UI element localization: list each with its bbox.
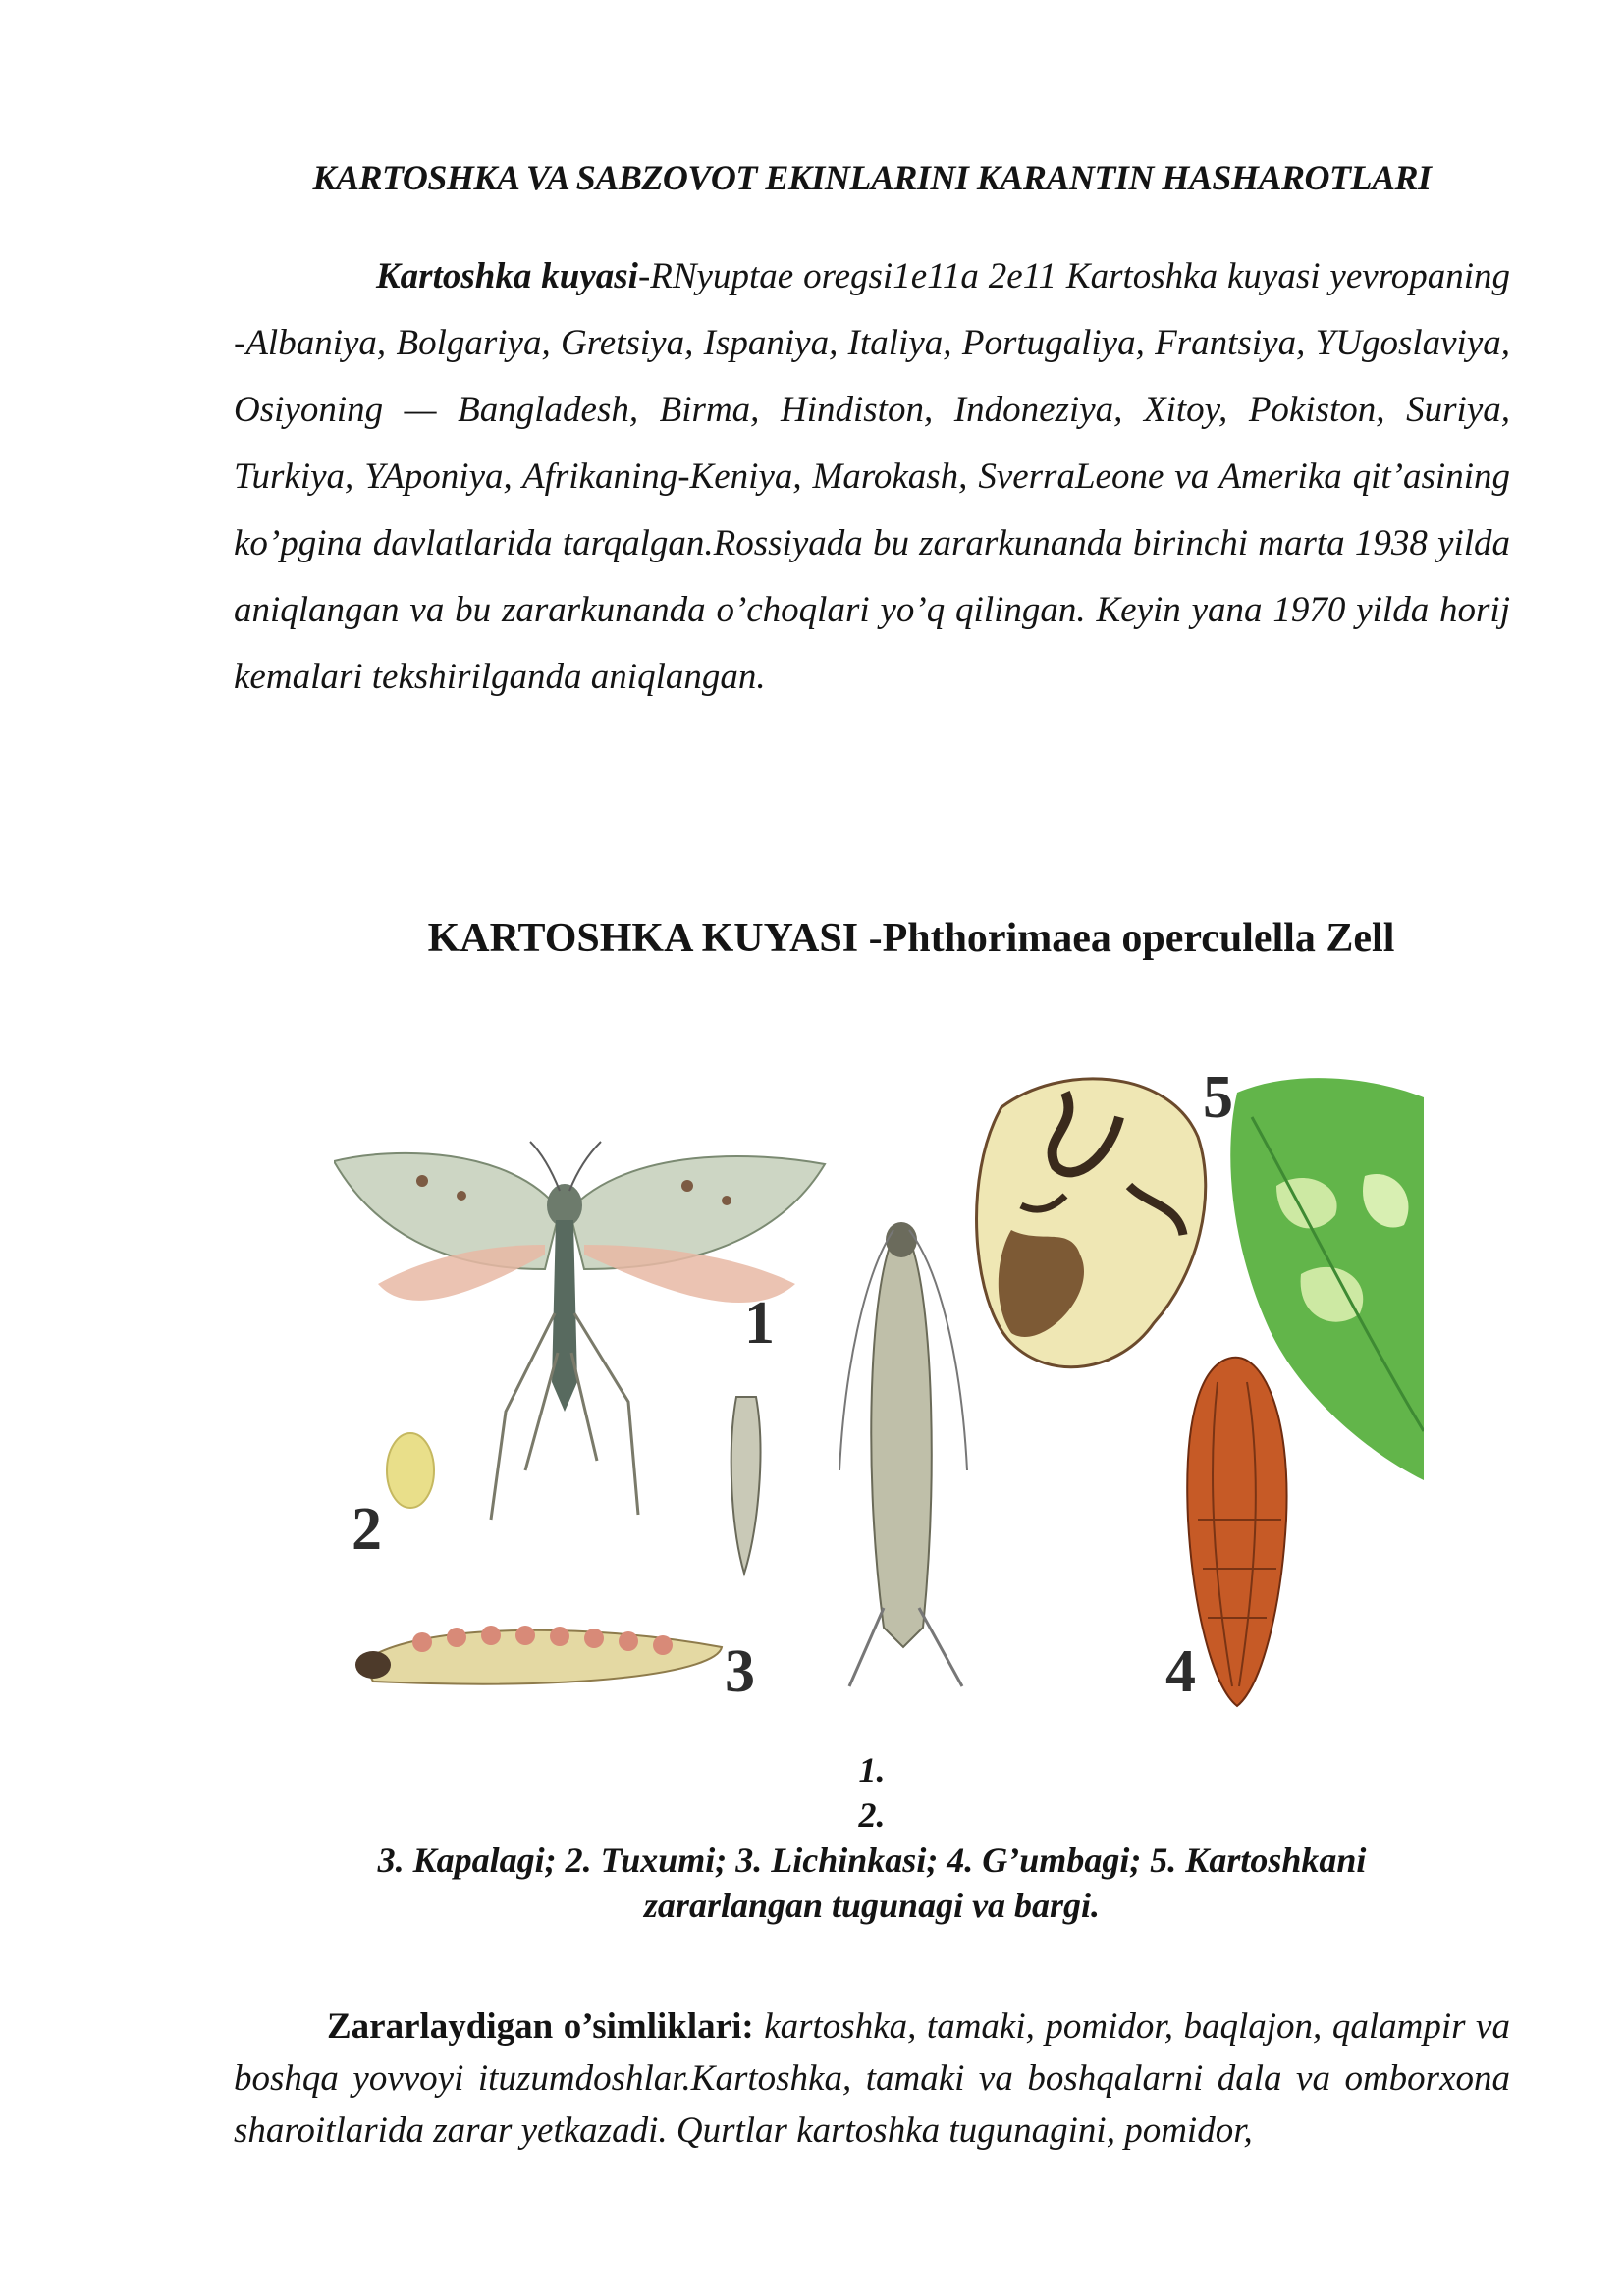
figure-illustration xyxy=(334,1058,1424,1726)
figure-number-4: 4 xyxy=(1165,1638,1196,1705)
tuber-illustration xyxy=(977,1079,1206,1367)
caption-line-4: zararlangan tugunagi va bargi. xyxy=(643,1886,1101,1925)
host-plants-paragraph xyxy=(234,2001,1510,2157)
abdomen-illustration xyxy=(731,1397,761,1574)
figure-number-1: 1 xyxy=(744,1290,775,1357)
section-heading: KARTOSHKA VA SABZOVOT EKINLARINI KARANTIN HASHAROTLARI xyxy=(312,158,1432,197)
figure-title: KARTOSHKA KUYASI -Phthorimaea operculella Zell xyxy=(427,916,1395,961)
host-plants-lead: Zararlaydigan o’simliklari: xyxy=(327,2006,754,2047)
caption-line-1: 1. xyxy=(858,1750,886,1789)
host-plants-text: kartoshka, tamaki, pomidor, baqlajon, qalampir va boshqa yovvoyi ituzumdoshlar.Kartoshka, tamaki va boshqalarni dala va omborxona sharoitlarida zarar yetkazadi. Qurtlar kartoshka tugunagini, pomidor, xyxy=(234,2006,1510,2151)
caption-line-3: 3. Kapalagi; 2. Tuxumi; 3. Lichinkasi; 4. G’umbagi; 5. Kartoshkani xyxy=(377,1841,1367,1880)
figure-number-5: 5 xyxy=(1203,1064,1233,1131)
intro-text: -RNyuptae oregsi1e11a 2e11 Kartoshka kuyasi yevropaning -Albaniya, Bolgariya, Gretsiya, Ispaniya, Italiya, Portugaliya, Frantsiya, YUgoslaviya, Osiyoning — Bangladesh, Birma, Hindiston, Indoneziya, Xitoy, Pokiston, Suriya, Turkiya, YAponiya, Afrikaning-Keniya, Marokash, SverraLeone va Amerika qit’asining ko’pgina davlatlarida tarqalgan.Rossiyada bu zararkunanda birinchi marta 1938 yilda aniqlangan va bu zararkunanda o’choqlari yo’q qilingan. Keyin yana 1970 yilda horij kemalari tekshirilganda aniqlangan. xyxy=(234,256,1511,697)
egg-illustration xyxy=(387,1433,434,1508)
caption-line-2: 2. xyxy=(858,1795,886,1835)
intro-paragraph xyxy=(234,243,1510,711)
larva-illustration xyxy=(355,1626,722,1684)
resting-moth-illustration xyxy=(839,1222,967,1686)
figure-caption xyxy=(234,1747,1510,1928)
figure-number-2: 2 xyxy=(352,1496,382,1563)
intro-lead-term: Kartoshka kuyasi xyxy=(376,256,638,296)
figure-number-3: 3 xyxy=(725,1638,755,1705)
pupa-illustration xyxy=(1187,1358,1286,1706)
